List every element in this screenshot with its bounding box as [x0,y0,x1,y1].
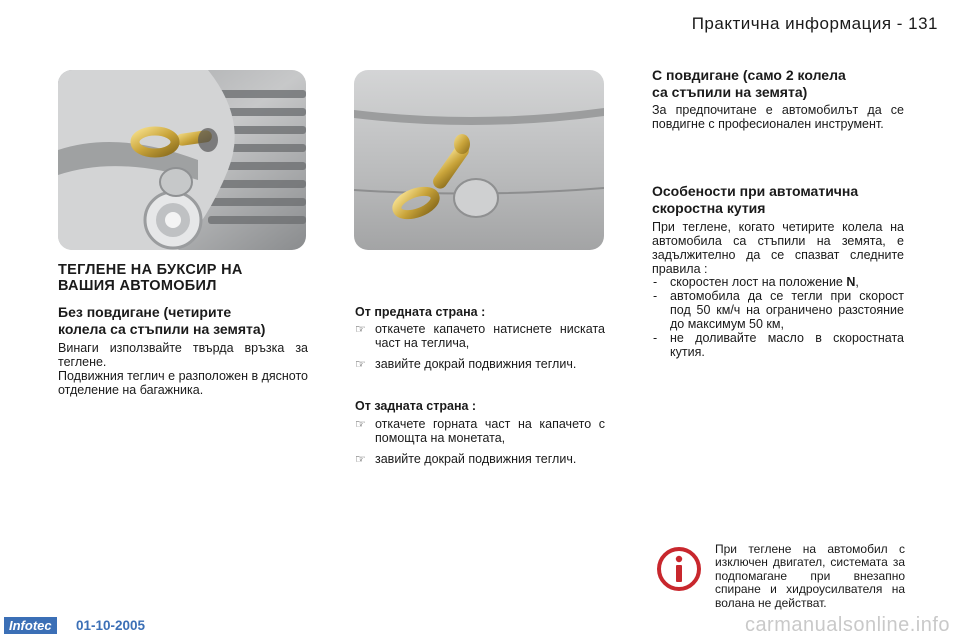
rear-side-heading: От задната страна : [355,399,477,413]
no-lift-heading [58,304,308,338]
footer-date: 01-10-2005 [76,618,146,633]
page-title: Практична информация - 131 [691,14,938,33]
no-lift-heading-line-2: колела са стъпили на земята) [58,321,266,337]
lift-heading [652,67,904,101]
no-lift-para-1: Винаги използвайте твърда връзка за теглене. [58,341,308,369]
rule-3-text: не доливайте масло в скоростната кутия. [670,331,904,359]
info-icon [656,546,702,592]
automatic-gearbox-rules [652,275,904,359]
rule-1-gear-position: N [846,275,856,289]
hand-pointer-icon: ☞ [355,417,366,431]
rear-step-2: завийте докрай подвижния теглич. [375,452,577,466]
rear-towing-eye-photo [354,70,604,250]
rule-2-text: автомобила да се тегли при скорост под 50 км/ч на ограничено разстояние до максимум 50 км, [670,289,904,331]
infotec-logo: Infotec [4,617,57,634]
lift-para: За предпочитане е автомобилът да се повдигне с професионален инструмент. [652,103,904,131]
front-towing-eye-photo [58,70,306,250]
list-item: - автомобила да се тегли при скорост под 50 км/ч на ограничено разстояние до максимум 50 км, [653,289,904,331]
list-item [355,417,605,445]
rear-steps-list [355,417,605,473]
main-heading-line-2: ВАШИЯ АВТОМОБИЛ [58,278,217,294]
list-item [355,357,605,371]
front-step-2: завийте докрай подвижния теглич. [375,357,577,371]
hand-pointer-icon: ☞ [355,322,366,336]
front-side-heading: От предната страна : [355,305,486,319]
rule-1-suffix: , [855,275,859,289]
main-heading-line-1: ТЕГЛЕНЕ НА БУКСИР НА [58,262,243,278]
no-lift-para-2: Подвижния теглич е разположен в дясното отделение на багажника. [58,369,308,397]
auto-heading-line-2: скоростна кутия [652,200,766,216]
automatic-gearbox-intro: При теглене, когато четирите колела на автомобила са стъпили на земята, е задължително да се спазват следните правила : [652,220,904,276]
automatic-gearbox-heading [652,183,904,217]
hand-pointer-icon: ☞ [355,452,366,466]
list-item: - скоростен лост на положение N, [653,275,859,289]
list-item [355,322,605,350]
lift-heading-line-1: С повдигане (само 2 колела [652,67,846,83]
hand-pointer-icon: ☞ [355,357,366,371]
front-steps-list [355,322,605,378]
rule-1-text: скоростен лост на положение [670,275,847,289]
lift-heading-line-2: са стъпили на земята) [652,84,808,100]
info-note-text: При теглене на автомобил с изключен двигател, системата за подпомагане при внезапно спиране и хидроусилвателя на волана не действат. [715,542,905,610]
towing-main-heading [58,262,308,294]
watermark: carmanualsonline.info [744,614,950,636]
front-step-1: откачете капачето натиснете ниската част на теглича, [375,322,605,350]
rear-step-1: откачете горната част на капачето с помощта на монетата, [375,417,605,445]
list-item: - не доливайте масло в скоростната кутия. [653,331,904,359]
list-item [355,452,605,466]
no-lift-heading-line-1: Без повдигане (четирите [58,304,232,320]
auto-heading-line-1: Особености при автоматична [652,183,859,199]
